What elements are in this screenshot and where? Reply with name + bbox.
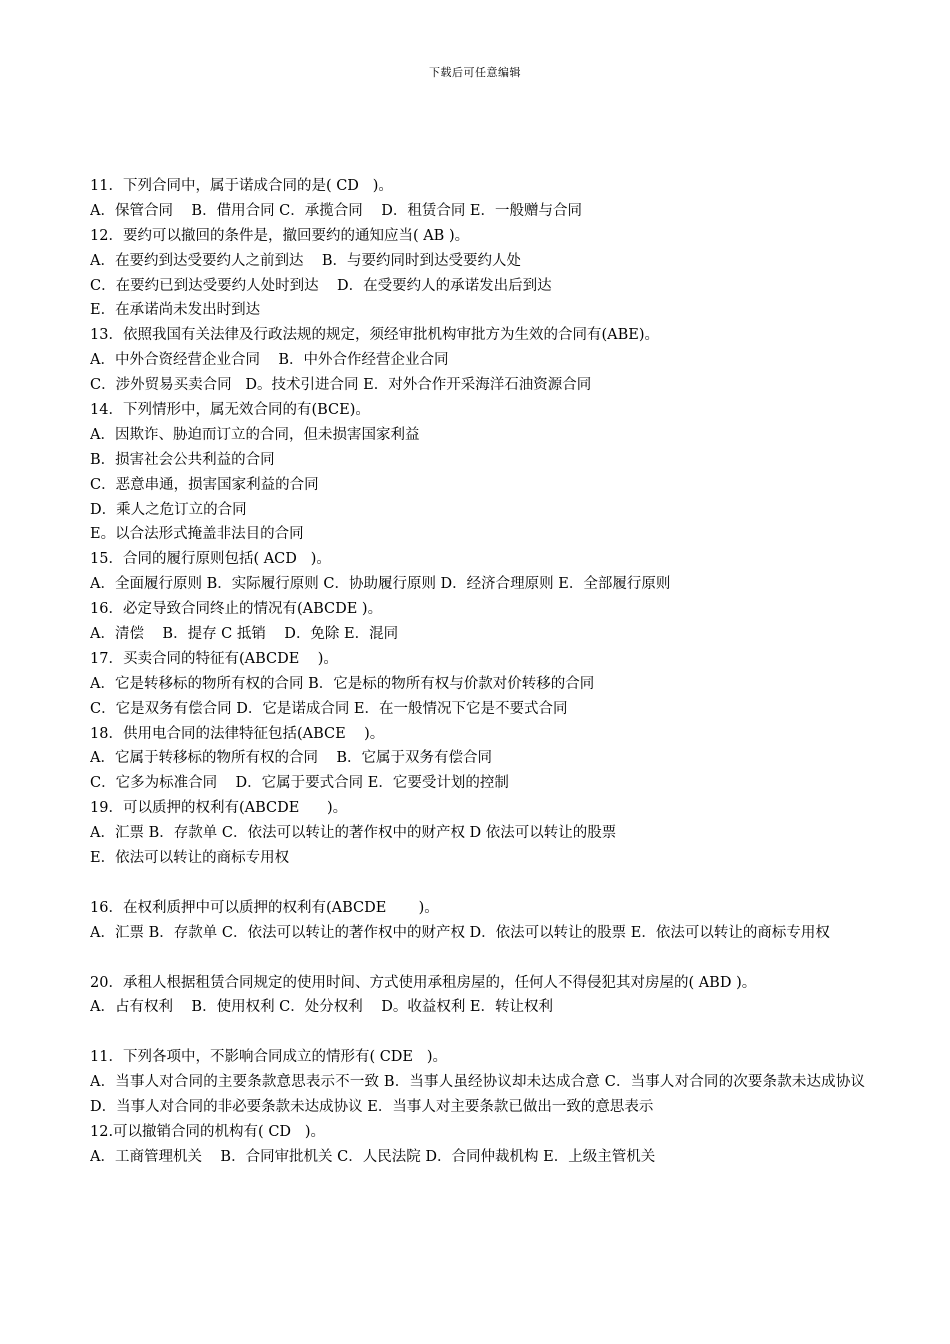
text-line: A．它是转移标的物所有权的合同 B．它是标的物所有权与价款对价转移的合同 <box>90 675 595 692</box>
blank-line <box>90 946 865 971</box>
text-line: A．在要约到达受要约人之前到达 B．与要约同时到达受要约人处 <box>90 252 522 269</box>
text-line: C．它多为标准合同 D．它属于要式合同 E．它要受计划的控制 <box>90 775 509 792</box>
text-line: D．乘人之危订立的合同 <box>90 501 247 518</box>
text-line: B．损害社会公共利益的合同 <box>90 451 275 468</box>
text-line: E。以合法形式掩盖非法目的合同 <box>90 526 304 543</box>
text-line: 16．在权利质押中可以质押的权利有(ABCDE )。 <box>90 899 439 916</box>
text-line: 20．承租人根据租赁合同规定的使用时间、方式使用承租房屋的，任何人不得侵犯其对房屋的( ABD )。 <box>90 974 757 991</box>
blank-line <box>90 1020 865 1045</box>
text-line: A．汇票 B．存款单 C．依法可以转让的著作权中的财产权 D．依法可以转让的股票 E．依法可以转让的商标专用权 <box>90 924 830 941</box>
text-line: A．全面履行原则 B．实际履行原则 C．协助履行原则 D．经济合理原则 E．全部履行原则 <box>90 576 671 593</box>
text-line: 12.可以撤销合同的机构有( CD )。 <box>90 1123 326 1140</box>
text-line: A．保管合同 B．借用合同 C．承揽合同 D．租赁合同 E．一般赠与合同 <box>90 202 583 219</box>
text-line: 19．可以质押的权利有(ABCDE )。 <box>90 800 348 817</box>
text-line: 16．必定导致合同终止的情况有(ABCDE )。 <box>90 601 383 618</box>
text-line: A．它属于转移标的物所有权的合同 B．它属于双务有偿合同 <box>90 750 493 767</box>
text-line: A．因欺诈、胁迫而订立的合同，但未损害国家利益 <box>90 426 420 443</box>
text-line: C．在要约已到达受要约人处时到达 D．在受要约人的承诺发出后到达 <box>90 277 552 294</box>
text-line: E．在承诺尚未发出时到达 <box>90 302 261 319</box>
text-line: A．汇票 B．存款单 C．依法可以转让的著作权中的财产权 D 依法可以转让的股票 <box>90 825 617 842</box>
text-line: C．恶意串通，损害国家利益的合同 <box>90 476 319 493</box>
text-line: A．清偿 B．提存 C 抵销 D．免除 E．混同 <box>90 626 399 643</box>
text-line: C．它是双务有偿合同 D．它是诺成合同 E．在一般情况下它是不要式合同 <box>90 700 568 717</box>
text-line: 11．下列各项中，不影响合同成立的情形有( CDE )。 <box>90 1049 448 1066</box>
blank-line <box>90 871 865 896</box>
text-line: 15．合同的履行原则包括( ACD )。 <box>90 551 331 568</box>
text-line: 11．下列合同中，属于诺成合同的是( CD )。 <box>90 178 393 194</box>
text-line: 18．供用电合同的法律特征包括(ABCE )。 <box>90 725 385 742</box>
text-line: A．中外合资经营企业合同 B．中外合作经营企业合同 <box>90 352 449 369</box>
page-header: 下载后可任意编辑 <box>429 66 521 79</box>
text-line: 12．要约可以撤回的条件是，撤回要约的通知应当( AB )。 <box>90 227 470 244</box>
text-line: C．涉外贸易买卖合同 D。技术引进合同 E．对外合作开采海洋石油资源合同 <box>90 377 592 394</box>
document-body <box>90 174 865 1170</box>
text-line: 14．下列情形中，属无效合同的有(BCE)。 <box>90 402 370 419</box>
text-line: 17．买卖合同的特征有(ABCDE )。 <box>90 650 338 667</box>
text-line: 13．依照我国有关法律及行政法规的规定，须经审批机构审批方为生效的合同有(ABE)。 <box>90 327 659 344</box>
text-line: A．工商管理机关 B．合同审批机关 C．人民法院 D．合同仲裁机构 E．上级主管机关 <box>90 1148 656 1165</box>
text-line: E．依法可以转让的商标专用权 <box>90 850 290 867</box>
text-line: A．当事人对合同的主要条款意思表示不一致 B．当事人虽经协议却未达成合意 C．当事人对合同的次要条款未达成协议 D．当事人对合同的非必要条款未达成协议 E．当事人对主要条款已做出一致的意思表示 <box>90 1074 865 1115</box>
text-line: A．占有权利 B．使用权利 C．处分权利 D。收益权利 E．转让权利 <box>90 999 554 1016</box>
